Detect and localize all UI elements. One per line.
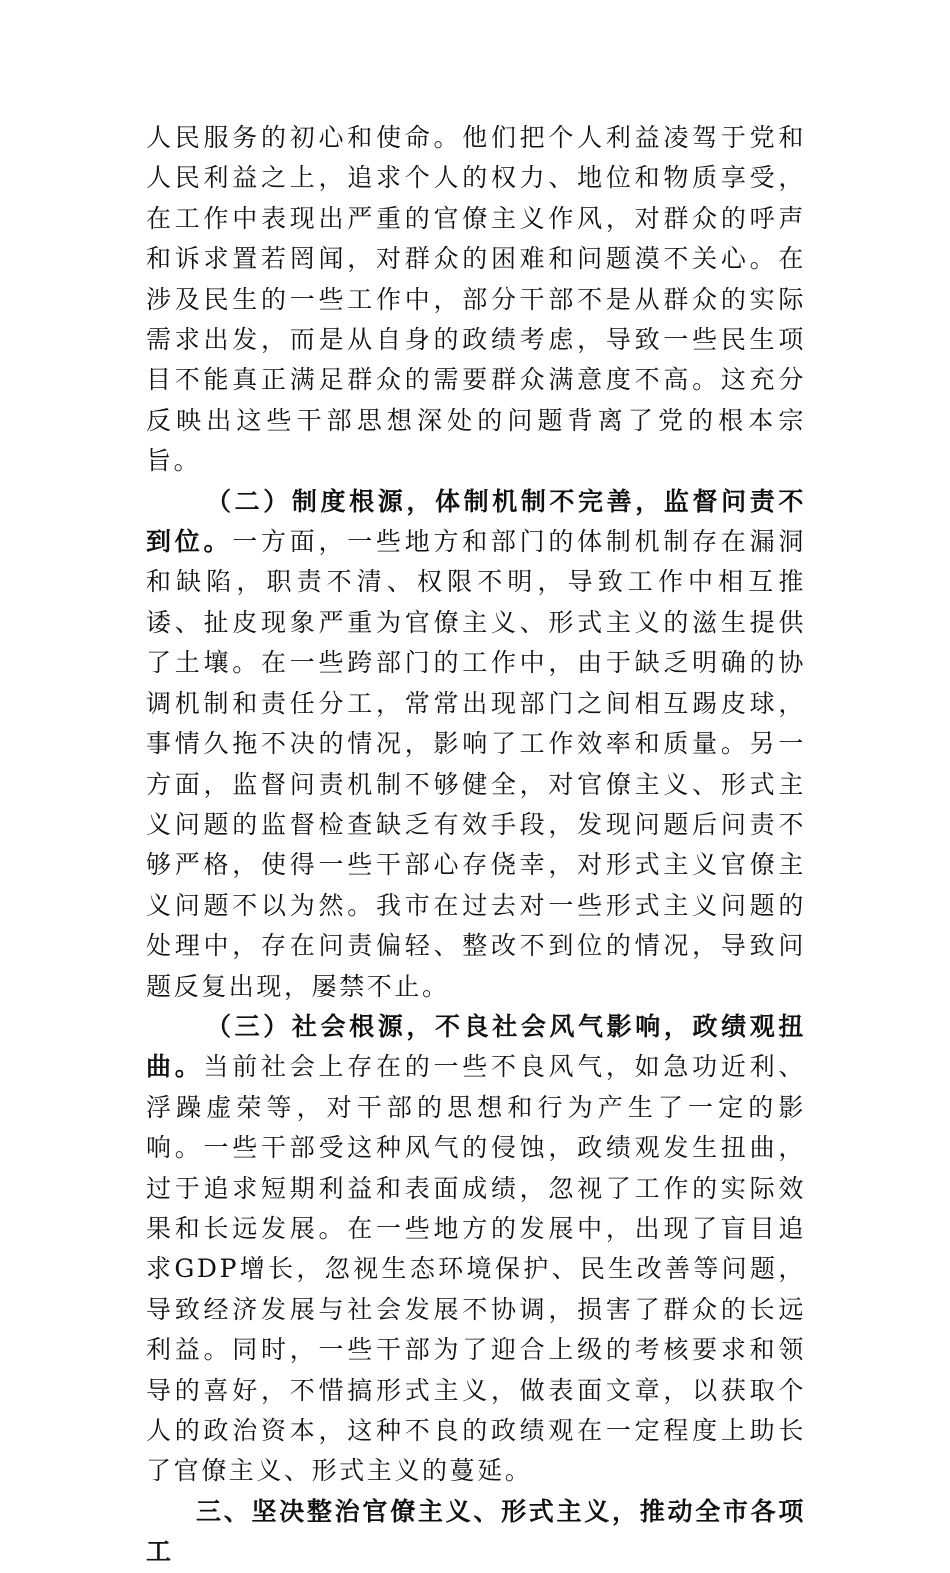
subheading-institutional-roots: （二）制度根源，体制机制不完善，监督问责不到位。 <box>146 486 806 557</box>
section-heading-three: 三、坚决整治官僚主义、形式主义，推动全市各项工 <box>146 1496 806 1567</box>
paragraph-social-roots <box>146 1007 806 1492</box>
subheading-social-roots: （三）社会根源，不良社会风气影响，政绩观扭曲。 <box>146 1011 806 1082</box>
document-page <box>146 118 806 1573</box>
paragraph-social-roots-body: 当前社会上存在的一些不良风气，如急功近利、浮躁虚荣等，对干部的思想和行为产生了一定的影响。一些干部受这种风气的侵蚀，政绩观发生扭曲，过于追求短期利益和表面成绩，忽视了工作的实际效果和长远发展。在一些地方的发展中，出现了盲目追求GDP增长，忽视生态环境保护、民生改善等问题，导致经济发展与社会发展不协调，损害了群众的长远利益。同时，一些干部为了迎合上级的考核要求和领导的喜好，不惜搞形式主义，做表面文章，以获取个人的政治资本，这种不良的政绩观在一定程度上助长了官僚主义、形式主义的蔓延。 <box>146 1052 806 1486</box>
paragraph-institutional-roots-body: 一方面，一些地方和部门的体制机制存在漏洞和缺陷，职责不清、权限不明，导致工作中相互推诿、扯皮现象严重为官僚主义、形式主义的滋生提供了土壤。在一些跨部门的工作中，由于缺乏明确的协调机制和责任分工，常常出现部门之间相互踢皮球，事情久拖不决的情况，影响了工作效率和质量。另一方面，监督问责机制不够健全，对官僚主义、形式主义问题的监督检查缺乏有效手段，发现问题后问责不够严格，使得一些干部心存侥幸，对形式主义官僚主义问题不以为然。我市在过去对一些形式主义问题的处理中，存在问责偏轻、整改不到位的情况，导致问题反复出现，屡禁不止。 <box>146 527 806 1001</box>
paragraph-intro: 人民服务的初心和使命。他们把个人利益凌驾于党和人民利益之上，追求个人的权力、地位和物质享受，在工作中表现出严重的官僚主义作风，对群众的呼声和诉求置若罔闻，对群众的困难和问题漠不关心。在涉及民生的一些工作中，部分干部不是从群众的实际需求出发，而是从自身的政绩考虑，导致一些民生项目不能真正满足群众的需要群众满意度不高。这充分反映出这些干部思想深处的问题背离了党的根本宗旨。 <box>146 123 806 476</box>
paragraph-institutional-roots <box>146 482 806 1007</box>
